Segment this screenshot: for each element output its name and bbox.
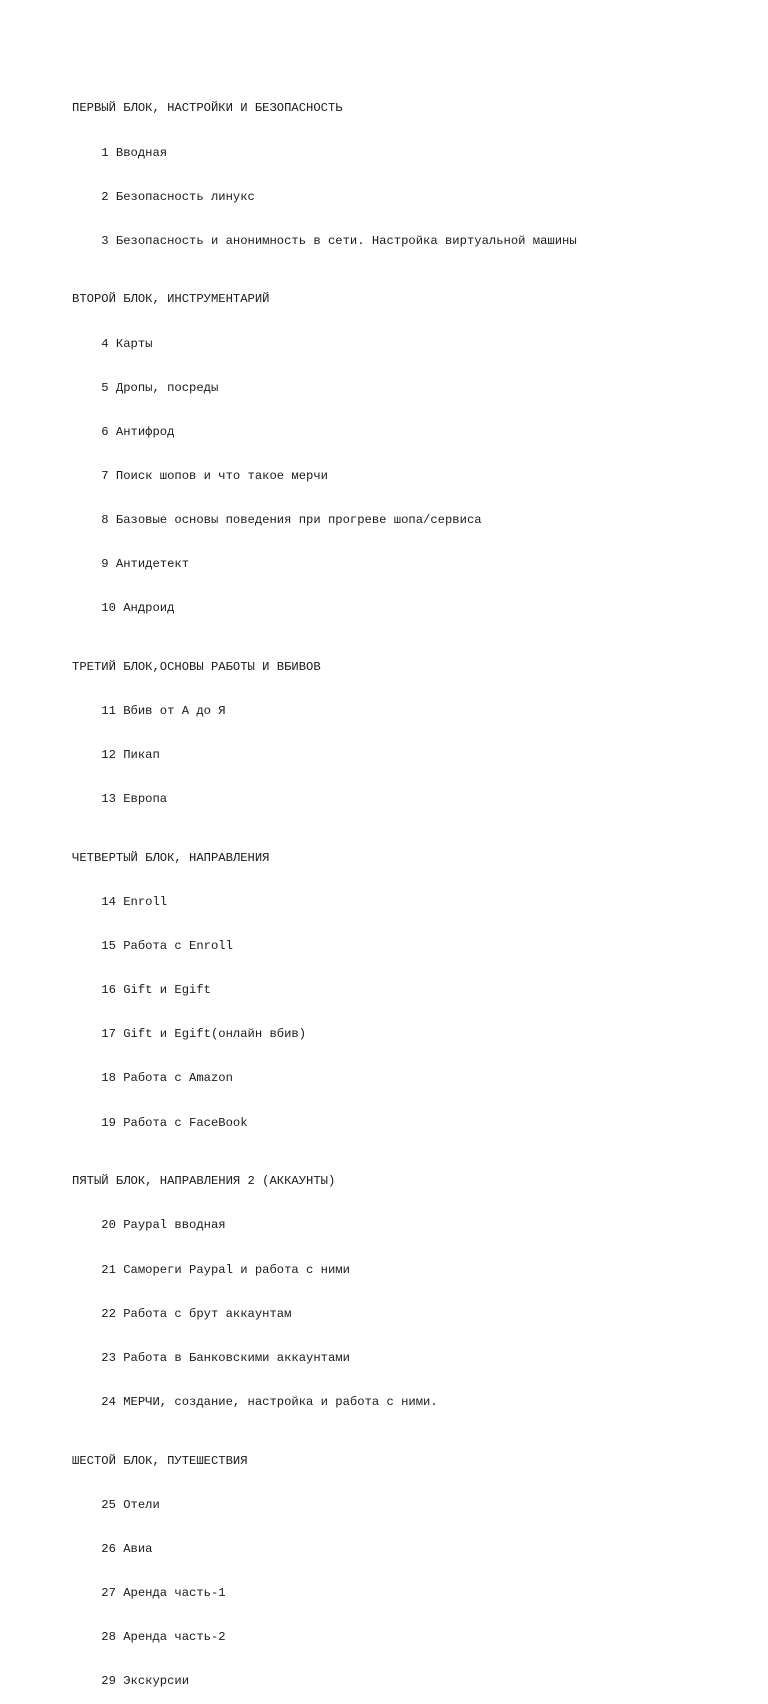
section-title: ПЕРВЫЙ БЛОК, НАСТРОЙКИ И БЕЗОПАСНОСТЬ xyxy=(72,101,343,116)
list-item: 9 Антидетект xyxy=(72,557,190,572)
list-item: 6 Антифрод xyxy=(72,424,175,439)
list-item: 15 Работа с Enroll xyxy=(72,939,233,954)
list-item: 18 Работа с Amazon xyxy=(72,1071,233,1086)
list-item: 12 Пикап xyxy=(72,748,160,763)
list-item: 20 Paypal вводная xyxy=(72,1218,226,1233)
section-title: ШЕСТОЙ БЛОК, ПУТЕШЕСТВИЯ xyxy=(72,1453,248,1468)
list-item: 2 Безопасность линукс xyxy=(72,189,255,204)
list-item: 13 Европа xyxy=(72,792,168,807)
list-item: 19 Работа с FaceBook xyxy=(72,1115,248,1130)
list-item: 25 Отели xyxy=(72,1497,160,1512)
list-item: 5 Дропы, посреды xyxy=(72,380,219,395)
list-item: 11 Вбив от А до Я xyxy=(72,704,226,719)
section-title: ЧЕТВЕРТЫЙ БЛОК, НАПРАВЛЕНИЯ xyxy=(72,851,270,866)
list-item: 10 Андроид xyxy=(72,601,175,616)
list-item: 14 Enroll xyxy=(72,895,168,910)
list-item: 8 Базовые основы поведения при прогреве шопа/сервиса xyxy=(72,512,482,527)
list-item: 24 МЕРЧИ, создание, настройка и работа с ними. xyxy=(72,1394,438,1409)
list-item: 16 Gift и Egift xyxy=(72,983,211,998)
section-title: ПЯТЫЙ БЛОК, НАПРАВЛЕНИЯ 2 (АККАУНТЫ) xyxy=(72,1174,336,1189)
list-item: 23 Работа в Банковскими аккаунтами xyxy=(72,1350,350,1365)
document-body xyxy=(72,72,752,1704)
section-title: ВТОРОЙ БЛОК, ИНСТРУМЕНТАРИЙ xyxy=(72,292,270,307)
list-item: 27 Аренда часть-1 xyxy=(72,1585,226,1600)
list-item: 26 Авиа xyxy=(72,1541,153,1556)
list-item: 17 Gift и Egift(онлайн вбив) xyxy=(72,1027,307,1042)
list-item: 3 Безопасность и анонимность в сети. Настройка виртуальной машины xyxy=(72,233,577,248)
section-title: ТРЕТИЙ БЛОК,ОСНОВЫ РАБОТЫ И ВБИВОВ xyxy=(72,659,321,674)
list-item: 29 Экскурсии xyxy=(72,1674,190,1689)
list-item: 7 Поиск шопов и что такое мерчи xyxy=(72,468,328,483)
list-item: 22 Работа с брут аккаунтам xyxy=(72,1306,292,1321)
list-item: 21 Самореги Paypal и работа с ними xyxy=(72,1262,350,1277)
list-item: 28 Аренда часть-2 xyxy=(72,1630,226,1645)
list-item: 4 Карты xyxy=(72,336,153,351)
list-item: 1 Вводная xyxy=(72,145,168,160)
